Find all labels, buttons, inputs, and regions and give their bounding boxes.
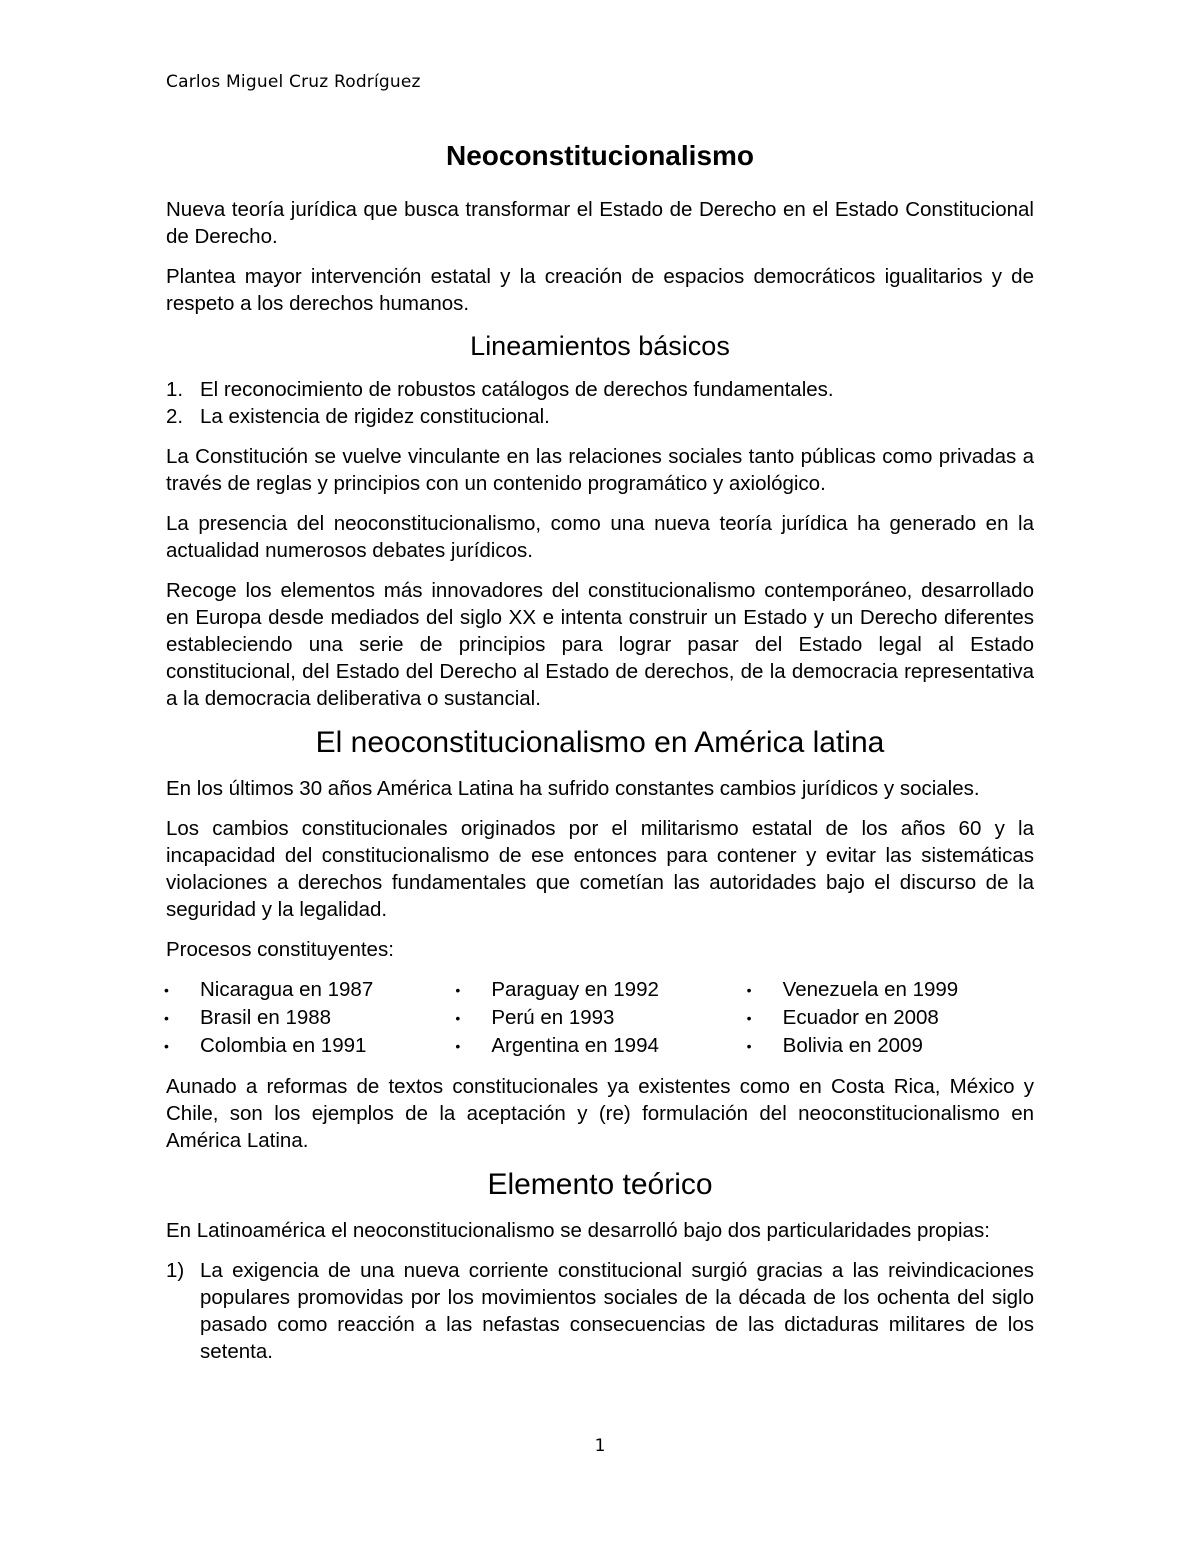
list-item [451, 1004, 742, 1032]
bullet-icon: • [746, 1010, 752, 1026]
process-item: Colombia en 1991 [200, 1034, 367, 1057]
processes-column [743, 976, 1034, 1060]
process-item: Argentina en 1994 [491, 1034, 659, 1057]
list-item [451, 1032, 742, 1060]
process-item: Venezuela en 1999 [782, 978, 959, 1001]
list-item [160, 1032, 451, 1060]
body-paragraph: En los últimos 30 años América Latina ha sufrido constantes cambios jurídicos y sociales. [166, 777, 980, 800]
process-item: Ecuador en 2008 [782, 1006, 939, 1029]
header-author: Carlos Miguel Cruz Rodríguez [166, 72, 421, 92]
document-body [166, 138, 1034, 1378]
list-item [743, 1004, 1034, 1032]
body-paragraph: Los cambios constitucionales originados por el militarismo estatal de los años 60 y la incapacidad del constitucionalismo de ese entonces para contener y evitar las sistemáticas violaciones a derechos fundamentales que cometían las autoridades bajo el discurso de la seguridad y la legalidad. [166, 817, 1034, 921]
particularidades-list [166, 1257, 1034, 1365]
body-paragraph: En Latinoamérica el neoconstitucionalismo se desarrolló bajo dos particularidades propias: [166, 1219, 990, 1242]
process-item: Bolivia en 2009 [782, 1034, 923, 1057]
bullet-icon: • [455, 1038, 461, 1054]
body-paragraph: La presencia del neoconstitucionalismo, como una nueva teoría jurídica ha generado en la actualidad numerosos debates jurídicos. [166, 512, 1034, 562]
list-item [743, 1032, 1034, 1060]
bullet-icon: • [746, 982, 752, 998]
list-number: 1) [166, 1259, 185, 1282]
process-item: Paraguay en 1992 [491, 978, 659, 1001]
bullet-icon: • [164, 1010, 169, 1026]
bullet-icon: • [746, 1038, 752, 1054]
list-text: La existencia de rigidez constitucional. [200, 405, 550, 428]
page-number: 1 [594, 1436, 606, 1456]
intro-paragraph: Nueva teoría jurídica que busca transformar el Estado de Derecho en el Estado Constitucional de Derecho. [166, 198, 1034, 248]
bullet-icon: • [164, 982, 169, 998]
list-number: 2. [166, 405, 184, 428]
list-item [166, 376, 1034, 403]
list-item [160, 976, 451, 1004]
processes-column [451, 976, 742, 1060]
bullet-icon: • [164, 1038, 169, 1054]
process-item: Brasil en 1988 [200, 1006, 332, 1029]
body-paragraph: La Constitución se vuelve vinculante en las relaciones sociales tanto públicas como privadas a través de reglas y principios con un contenido programático y axiológico. [166, 445, 1034, 495]
process-item: Perú en 1993 [491, 1006, 615, 1029]
body-paragraph: Procesos constituyentes: [166, 938, 394, 961]
list-item [451, 976, 742, 1004]
bullet-icon: • [455, 982, 461, 998]
processes-columns [160, 976, 1034, 1060]
process-item: Nicaragua en 1987 [200, 978, 374, 1001]
list-item [166, 403, 1034, 430]
section-heading-america-latina: El neoconstitucionalismo en América latina [315, 726, 885, 759]
list-number: 1. [166, 378, 184, 401]
document-title: Neoconstitucionalismo [445, 140, 755, 171]
processes-column [160, 976, 451, 1060]
bullet-icon: • [455, 1010, 461, 1026]
list-text: La exigencia de una nueva corriente constitucional surgió gracias a las reivindicaciones populares promovidas por los movimientos sociales de la década de los ochenta del siglo pasado como reacción a las nefastas consecuencias de las dictaduras militares de los setenta. [200, 1259, 1034, 1363]
intro-paragraph: Plantea mayor intervención estatal y la creación de espacios democráticos igualitarios y de respeto a los derechos humanos. [166, 265, 1034, 315]
body-paragraph: Recoge los elementos más innovadores del constitucionalismo contemporáneo, desarrollado en Europa desde mediados del siglo XX e intenta construir un Estado y un Derecho diferentes estableciendo una serie de principios para lograr pasar del Estado legal al Estado constitucional, del Estado del Derecho al Estado de derechos, de la democracia representativa a la democracia deliberativa o sustancial. [166, 579, 1034, 710]
list-item [160, 1004, 451, 1032]
lineamientos-list [166, 376, 1034, 430]
body-paragraph: Aunado a reformas de textos constitucionales ya existentes como en Costa Rica, México y Chile, son los ejemplos de la aceptación y (re) formulación del neoconstitucionalismo en América Latina. [166, 1075, 1034, 1152]
list-text: El reconocimiento de robustos catálogos de derechos fundamentales. [200, 378, 834, 401]
section-heading-lineamientos: Lineamientos básicos [470, 331, 730, 361]
section-heading-elemento-teorico: Elemento teórico [487, 1168, 713, 1201]
list-item [166, 1257, 1034, 1365]
list-item [743, 976, 1034, 1004]
